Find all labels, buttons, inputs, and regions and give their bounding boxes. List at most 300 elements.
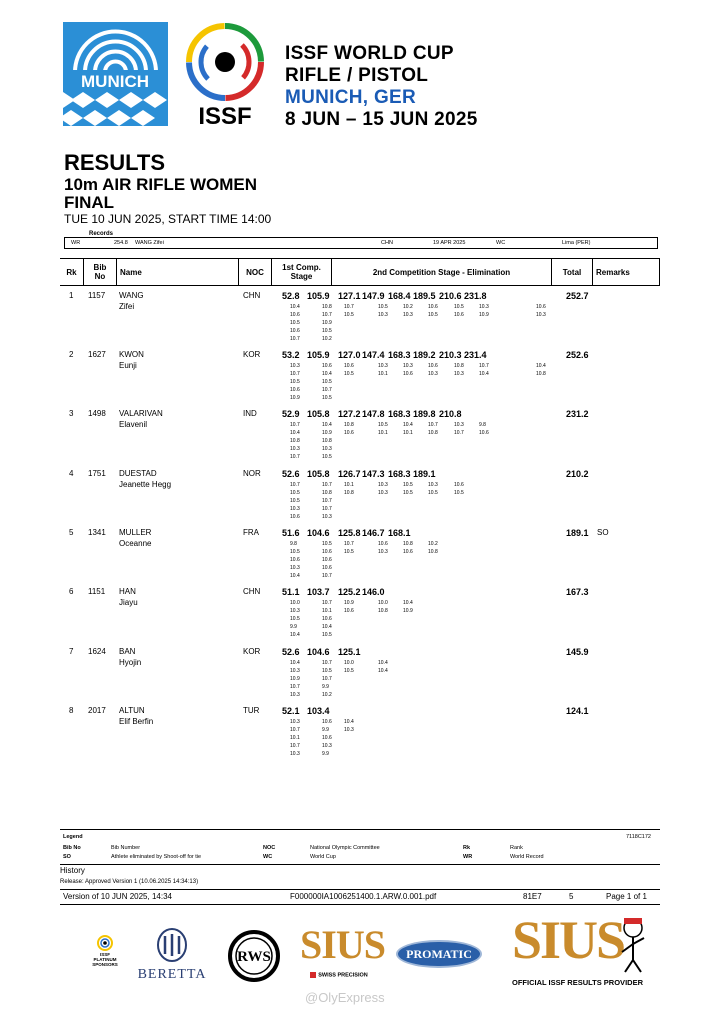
shot-score: 10.7 (344, 304, 354, 310)
footer-page: Page 1 of 1 (606, 892, 647, 901)
shot-score: 10.3 (454, 422, 464, 428)
records-label: Records (89, 231, 114, 237)
total-score: 189.1 (566, 528, 589, 538)
legend-value: World Record (510, 854, 544, 860)
table-header (60, 258, 660, 286)
total-score: 231.2 (566, 409, 589, 419)
shot-score: 10.8 (428, 549, 438, 555)
shot-score: 10.8 (344, 490, 354, 496)
shot-score: 10.6 (322, 565, 332, 571)
bib-number: 2017 (88, 706, 106, 715)
table-row (60, 348, 660, 406)
bib-number: 1624 (88, 647, 106, 656)
header-first-line1: 1st Comp. (282, 263, 321, 272)
footer-num: 5 (569, 892, 574, 901)
rank: 3 (69, 409, 74, 418)
elimination-total: 127.0 (338, 350, 361, 360)
shot-score: 10.4 (322, 422, 332, 428)
shot-score: 10.3 (322, 743, 332, 749)
shot-score: 10.7 (344, 541, 354, 547)
shot-score: 10.7 (322, 506, 332, 512)
rank: 7 (69, 647, 74, 656)
elimination-total: 189.5 (413, 291, 436, 301)
shot-score: 10.4 (290, 632, 300, 638)
beretta-logo (136, 928, 208, 983)
shot-score: 10.6 (428, 304, 438, 310)
shot-score: 10.3 (290, 719, 300, 725)
shot-score: 10.5 (322, 668, 332, 674)
athlete-last-name: MULLER (119, 528, 152, 537)
athlete-first-name: Eunji (119, 361, 137, 370)
issf-logo (180, 20, 270, 128)
bib-number: 1151 (88, 587, 106, 596)
header-noc: NOC (238, 259, 271, 285)
shot-score: 10.8 (322, 490, 332, 496)
shot-score: 10.6 (454, 482, 464, 488)
shot-score: 10.6 (322, 616, 332, 622)
issf-mini-target-icon (97, 935, 113, 951)
record-place: Lima (PER) (562, 239, 591, 246)
shot-score: 9.9 (290, 624, 297, 630)
shot-score: 10.3 (290, 608, 300, 614)
first-stage-series1: 52.6 (282, 647, 300, 657)
elimination-total: 168.1 (388, 528, 411, 538)
header-line4: 8 JUN – 15 JUN 2025 (285, 109, 478, 130)
shot-score: 10.4 (290, 430, 300, 436)
total-score: 167.3 (566, 587, 589, 597)
sponsors-label: SPONSORS (92, 962, 118, 967)
header-rk: Rk (66, 267, 77, 277)
shot-score: 10.1 (403, 430, 413, 436)
swiss-precision-text (300, 972, 378, 978)
legend-key: WC (263, 854, 273, 860)
record-type: WR (71, 239, 81, 246)
first-stage-series2: 105.9 (307, 350, 330, 360)
shot-score: 10.6 (454, 312, 464, 318)
history-release: Release: Approved Version 1 (10.06.2025 14:34:13) (60, 879, 199, 885)
shot-score: 10.4 (322, 371, 332, 377)
shot-score: 10.9 (479, 312, 489, 318)
shot-score: 10.2 (428, 541, 438, 547)
header-bib-line1: Bib (93, 263, 107, 272)
shot-score: 10.8 (428, 430, 438, 436)
shot-score: 10.4 (403, 600, 413, 606)
mascot-icon (616, 916, 650, 974)
munich-logo (63, 22, 168, 126)
footer-version: Version of 10 JUN 2025, 14:34 (63, 892, 172, 901)
shot-score: 10.6 (322, 363, 332, 369)
shot-score: 10.5 (403, 482, 413, 488)
shot-score: 10.6 (403, 371, 413, 377)
shot-score: 10.1 (344, 482, 354, 488)
noc: TUR (243, 706, 260, 715)
shot-score: 10.3 (378, 312, 388, 318)
legend-value: Rank (510, 845, 523, 851)
shot-score: 10.4 (378, 660, 388, 666)
swiss-precision-label: SWISS PRECISION (318, 972, 368, 979)
header-second-stage: 2nd Competition Stage - Elimination (331, 259, 551, 285)
shot-score: 10.7 (322, 676, 332, 682)
athlete-first-name: Jiayu (119, 598, 138, 607)
shot-score: 10.5 (378, 304, 388, 310)
total-score: 252.7 (566, 291, 589, 301)
first-stage-series1: 52.9 (282, 409, 300, 419)
noc: CHN (243, 587, 261, 596)
shot-score: 10.5 (290, 379, 300, 385)
shot-score: 10.5 (322, 379, 332, 385)
athlete-first-name: Jeanette Hegg (119, 480, 172, 489)
shot-score: 10.5 (344, 668, 354, 674)
shot-score: 10.5 (428, 312, 438, 318)
shot-score: 10.3 (322, 446, 332, 452)
shot-score: 10.6 (479, 430, 489, 436)
shot-score: 10.6 (290, 387, 300, 393)
shot-score: 10.3 (454, 371, 464, 377)
elimination-total: 168.3 (388, 469, 411, 479)
noc: CHN (243, 291, 261, 300)
shot-score: 10.0 (344, 660, 354, 666)
promatic-logo (398, 942, 480, 966)
shot-score: 10.1 (322, 608, 332, 614)
record-noc: CHN (381, 239, 393, 246)
first-stage-series2: 105.9 (307, 291, 330, 301)
shot-score: 10.3 (403, 312, 413, 318)
shot-score: 10.4 (479, 371, 489, 377)
bib-number: 1751 (88, 469, 106, 478)
rank: 6 (69, 587, 74, 596)
rank: 5 (69, 528, 74, 537)
shot-score: 10.6 (322, 719, 332, 725)
elimination-total: 168.3 (388, 409, 411, 419)
footer-line (60, 889, 660, 905)
shot-score: 10.7 (290, 371, 300, 377)
sius-big-text: SIUS (512, 910, 625, 970)
header-line3: MUNICH, GER (285, 87, 417, 108)
elimination-total: 125.2 (338, 587, 361, 597)
rank: 1 (69, 291, 74, 300)
bib-number: 1341 (88, 528, 106, 537)
shot-score: 10.5 (344, 371, 354, 377)
shot-score: 10.6 (290, 514, 300, 520)
shot-score: 10.5 (290, 490, 300, 496)
sius-provider-logo (512, 912, 662, 987)
first-stage-series1: 52.6 (282, 469, 300, 479)
shot-score: 10.7 (454, 430, 464, 436)
shot-score: 10.8 (403, 541, 413, 547)
watermark: @OlyExpress (305, 990, 385, 1005)
shot-score: 10.6 (536, 304, 546, 310)
issf-logo-text: ISSF (198, 103, 252, 128)
shot-score: 10.4 (322, 624, 332, 630)
first-stage-series2: 104.6 (307, 647, 330, 657)
shot-score: 9.9 (322, 727, 329, 733)
legend-value: Bib Number (111, 845, 141, 851)
shot-score: 10.9 (322, 320, 332, 326)
shot-score: 10.7 (290, 684, 300, 690)
elimination-total: 189.8 (413, 409, 436, 419)
shot-score: 10.6 (344, 430, 354, 436)
first-stage-series1: 53.2 (282, 350, 300, 360)
shot-score: 10.5 (322, 454, 332, 460)
footer-file: F000000IA1006251400.1.ARW.0.001.pdf (290, 892, 437, 901)
legend-value: National Olympic Committee (310, 845, 380, 851)
legend-value: World Cup (310, 854, 336, 860)
swiss-flag-icon (310, 972, 316, 978)
munich-logo-text: MUNICH (81, 72, 149, 91)
shot-score: 10.1 (290, 735, 300, 741)
total-score: 252.6 (566, 350, 589, 360)
beretta-text: BERETTA (137, 967, 207, 982)
legend-key: WR (463, 854, 473, 860)
shot-score: 10.5 (454, 490, 464, 496)
shot-score: 10.9 (290, 395, 300, 401)
elimination-total: 168.4 (388, 291, 411, 301)
shot-score: 10.7 (322, 387, 332, 393)
elimination-total: 189.2 (413, 350, 436, 360)
shot-score: 10.7 (322, 660, 332, 666)
rank: 2 (69, 350, 74, 359)
table-row (60, 467, 660, 525)
first-stage-series2: 103.7 (307, 587, 330, 597)
record-name: WANG Zifei (135, 239, 164, 246)
records-box (64, 237, 658, 249)
athlete-first-name: Elif Berfin (119, 717, 154, 726)
shot-score: 10.8 (378, 608, 388, 614)
athlete-first-name: Oceanne (119, 539, 152, 548)
header-bib (83, 259, 116, 285)
shot-score: 10.8 (322, 438, 332, 444)
shot-score: 10.5 (378, 422, 388, 428)
shot-score: 10.3 (290, 668, 300, 674)
shot-score: 10.3 (290, 506, 300, 512)
legend-key: Rk (463, 845, 471, 851)
header-first-stage (271, 259, 331, 285)
elimination-total: 210.6 (439, 291, 462, 301)
legend-title: Legend (63, 834, 83, 840)
first-stage-series1: 52.8 (282, 291, 300, 301)
table-row (60, 407, 660, 465)
results-title: RESULTS (64, 150, 166, 175)
shot-score: 10.3 (479, 304, 489, 310)
shot-score: 10.5 (290, 616, 300, 622)
shot-score: 10.4 (290, 573, 300, 579)
shot-score: 10.4 (378, 668, 388, 674)
record-score: 254.8 (114, 239, 128, 246)
shot-score: 10.9 (290, 676, 300, 682)
shot-score: 10.3 (378, 363, 388, 369)
phase-title: FINAL (64, 193, 115, 212)
rank: 4 (69, 469, 74, 478)
shot-score: 10.5 (454, 304, 464, 310)
elimination-total: 147.8 (362, 409, 385, 419)
shot-score: 10.3 (344, 727, 354, 733)
sius-logo (300, 922, 385, 979)
athlete-first-name: Zifei (119, 302, 135, 311)
shot-score: 10.6 (344, 363, 354, 369)
total-score: 124.1 (566, 706, 589, 716)
header-line2: RIFLE / PISTOL (285, 65, 429, 86)
total-score: 210.2 (566, 469, 589, 479)
athlete-last-name: ALTUN (119, 706, 145, 715)
issf-small-label: ISSF (99, 952, 110, 957)
shot-score: 9.9 (322, 751, 329, 757)
noc: IND (243, 409, 257, 418)
elimination-total: 127.1 (338, 291, 361, 301)
elimination-total: 189.1 (413, 469, 436, 479)
shot-score: 9.9 (322, 684, 329, 690)
shot-score: 10.4 (344, 719, 354, 725)
legend-value: Athlete eliminated by Shoot-off for tie (111, 854, 202, 860)
elimination-total: 210.8 (439, 409, 462, 419)
remarks: SO (597, 528, 609, 537)
legend (60, 829, 660, 864)
shot-score: 10.6 (322, 557, 332, 563)
shot-score: 10.7 (290, 743, 300, 749)
promatic-text: PROMATIC (406, 946, 472, 961)
shot-score: 10.6 (428, 363, 438, 369)
shot-score: 10.5 (403, 490, 413, 496)
shot-score: 10.4 (403, 422, 413, 428)
issf-platinum-sponsors-logo (88, 935, 122, 967)
shot-score: 10.7 (322, 312, 332, 318)
first-stage-series2: 103.4 (307, 706, 330, 716)
shot-score: 10.3 (403, 363, 413, 369)
history-title: History (60, 864, 660, 875)
first-stage-series1: 52.1 (282, 706, 300, 716)
record-event: WC (496, 239, 506, 246)
shot-score: 10.8 (322, 304, 332, 310)
shot-score: 10.6 (378, 541, 388, 547)
elimination-total: 147.3 (362, 469, 385, 479)
shot-score: 9.8 (479, 422, 486, 428)
athlete-last-name: VALARIVAN (119, 409, 163, 418)
shot-score: 10.5 (322, 632, 332, 638)
elimination-total: 210.3 (439, 350, 462, 360)
shot-score: 10.3 (290, 363, 300, 369)
shot-score: 10.6 (322, 735, 332, 741)
shot-score: 10.3 (378, 549, 388, 555)
shot-score: 10.5 (344, 549, 354, 555)
shot-score: 10.9 (322, 430, 332, 436)
shot-score: 10.5 (290, 320, 300, 326)
rws-logo (228, 930, 280, 987)
noc: KOR (243, 647, 261, 656)
noc: KOR (243, 350, 261, 359)
athlete-last-name: DUESTAD (119, 469, 157, 478)
elimination-total: 146.0 (362, 587, 385, 597)
shot-score: 10.1 (378, 430, 388, 436)
shot-score: 10.4 (536, 363, 546, 369)
header-total: Total (551, 259, 592, 285)
table-row (60, 645, 660, 703)
shot-score: 10.7 (322, 482, 332, 488)
shot-score: 10.3 (290, 692, 300, 698)
athlete-first-name: Elavenil (119, 420, 148, 429)
first-stage-series2: 105.8 (307, 409, 330, 419)
platinum-label: PLATINUM (93, 957, 117, 962)
shot-score: 10.0 (290, 600, 300, 606)
total-score: 145.9 (566, 647, 589, 657)
athlete-last-name: WANG (119, 291, 144, 300)
shot-score: 10.7 (290, 422, 300, 428)
legend-key: SO (63, 854, 71, 860)
first-stage-series2: 105.8 (307, 469, 330, 479)
athlete-last-name: KWON (119, 350, 144, 359)
shot-score: 10.7 (479, 363, 489, 369)
first-stage-series2: 104.6 (307, 528, 330, 538)
shot-score: 10.3 (378, 490, 388, 496)
shot-score: 10.2 (322, 336, 332, 342)
sius-text: SIUS (300, 922, 385, 967)
bib-number: 1157 (88, 291, 106, 300)
shot-score: 10.7 (322, 600, 332, 606)
table-row (60, 526, 660, 584)
athlete-last-name: BAN (119, 647, 136, 656)
athlete-first-name: Hyojin (119, 658, 142, 667)
elimination-total: 231.8 (464, 291, 487, 301)
shot-score: 10.2 (403, 304, 413, 310)
footer-code: 81E7 (523, 892, 542, 901)
shot-score: 10.7 (322, 498, 332, 504)
header-first-line2: Stage (290, 272, 313, 281)
event-title: 10m AIR RIFLE WOMEN (64, 175, 257, 194)
shot-score: 10.6 (344, 608, 354, 614)
elimination-total: 168.3 (388, 350, 411, 360)
record-date: 19 APR 2025 (433, 239, 466, 246)
shot-score: 10.7 (290, 454, 300, 460)
header-remarks: Remarks (592, 259, 660, 285)
header-bib-line2: No (94, 272, 106, 281)
shot-score: 10.5 (322, 541, 332, 547)
beretta-emblem-icon (154, 928, 190, 962)
shot-score: 10.6 (290, 312, 300, 318)
noc: NOR (243, 469, 261, 478)
elimination-total: 127.2 (338, 409, 361, 419)
legend-code: 7118C172 (626, 834, 651, 840)
shot-score: 10.7 (290, 727, 300, 733)
shot-score: 10.9 (403, 608, 413, 614)
shot-score: 9.8 (290, 541, 297, 547)
legend-key: Bib No (63, 845, 81, 851)
shot-score: 10.6 (290, 328, 300, 334)
provider-text: OFFICIAL ISSF RESULTS PROVIDER (512, 978, 643, 987)
shot-score: 10.4 (290, 660, 300, 666)
shot-score: 10.7 (290, 336, 300, 342)
shot-score: 10.5 (322, 328, 332, 334)
shot-score: 10.3 (536, 312, 546, 318)
shot-score: 10.5 (290, 498, 300, 504)
shot-score: 10.3 (290, 446, 300, 452)
shot-score: 10.4 (290, 304, 300, 310)
shot-score: 10.7 (322, 573, 332, 579)
shot-score: 10.3 (428, 482, 438, 488)
elimination-total: 231.4 (464, 350, 487, 360)
elimination-total: 126.7 (338, 469, 361, 479)
shot-score: 10.2 (322, 692, 332, 698)
shot-score: 10.6 (403, 549, 413, 555)
noc: FRA (243, 528, 259, 537)
shot-score: 10.3 (378, 482, 388, 488)
event-date: TUE 10 JUN 2025, START TIME 14:00 (64, 212, 272, 226)
elimination-total: 125.8 (338, 528, 361, 538)
bib-number: 1498 (88, 409, 106, 418)
athlete-last-name: HAN (119, 587, 136, 596)
elimination-total: 147.4 (362, 350, 385, 360)
bib-number: 1627 (88, 350, 106, 359)
shot-score: 10.8 (344, 422, 354, 428)
shot-score: 10.5 (290, 549, 300, 555)
header-name: Name (116, 259, 238, 285)
